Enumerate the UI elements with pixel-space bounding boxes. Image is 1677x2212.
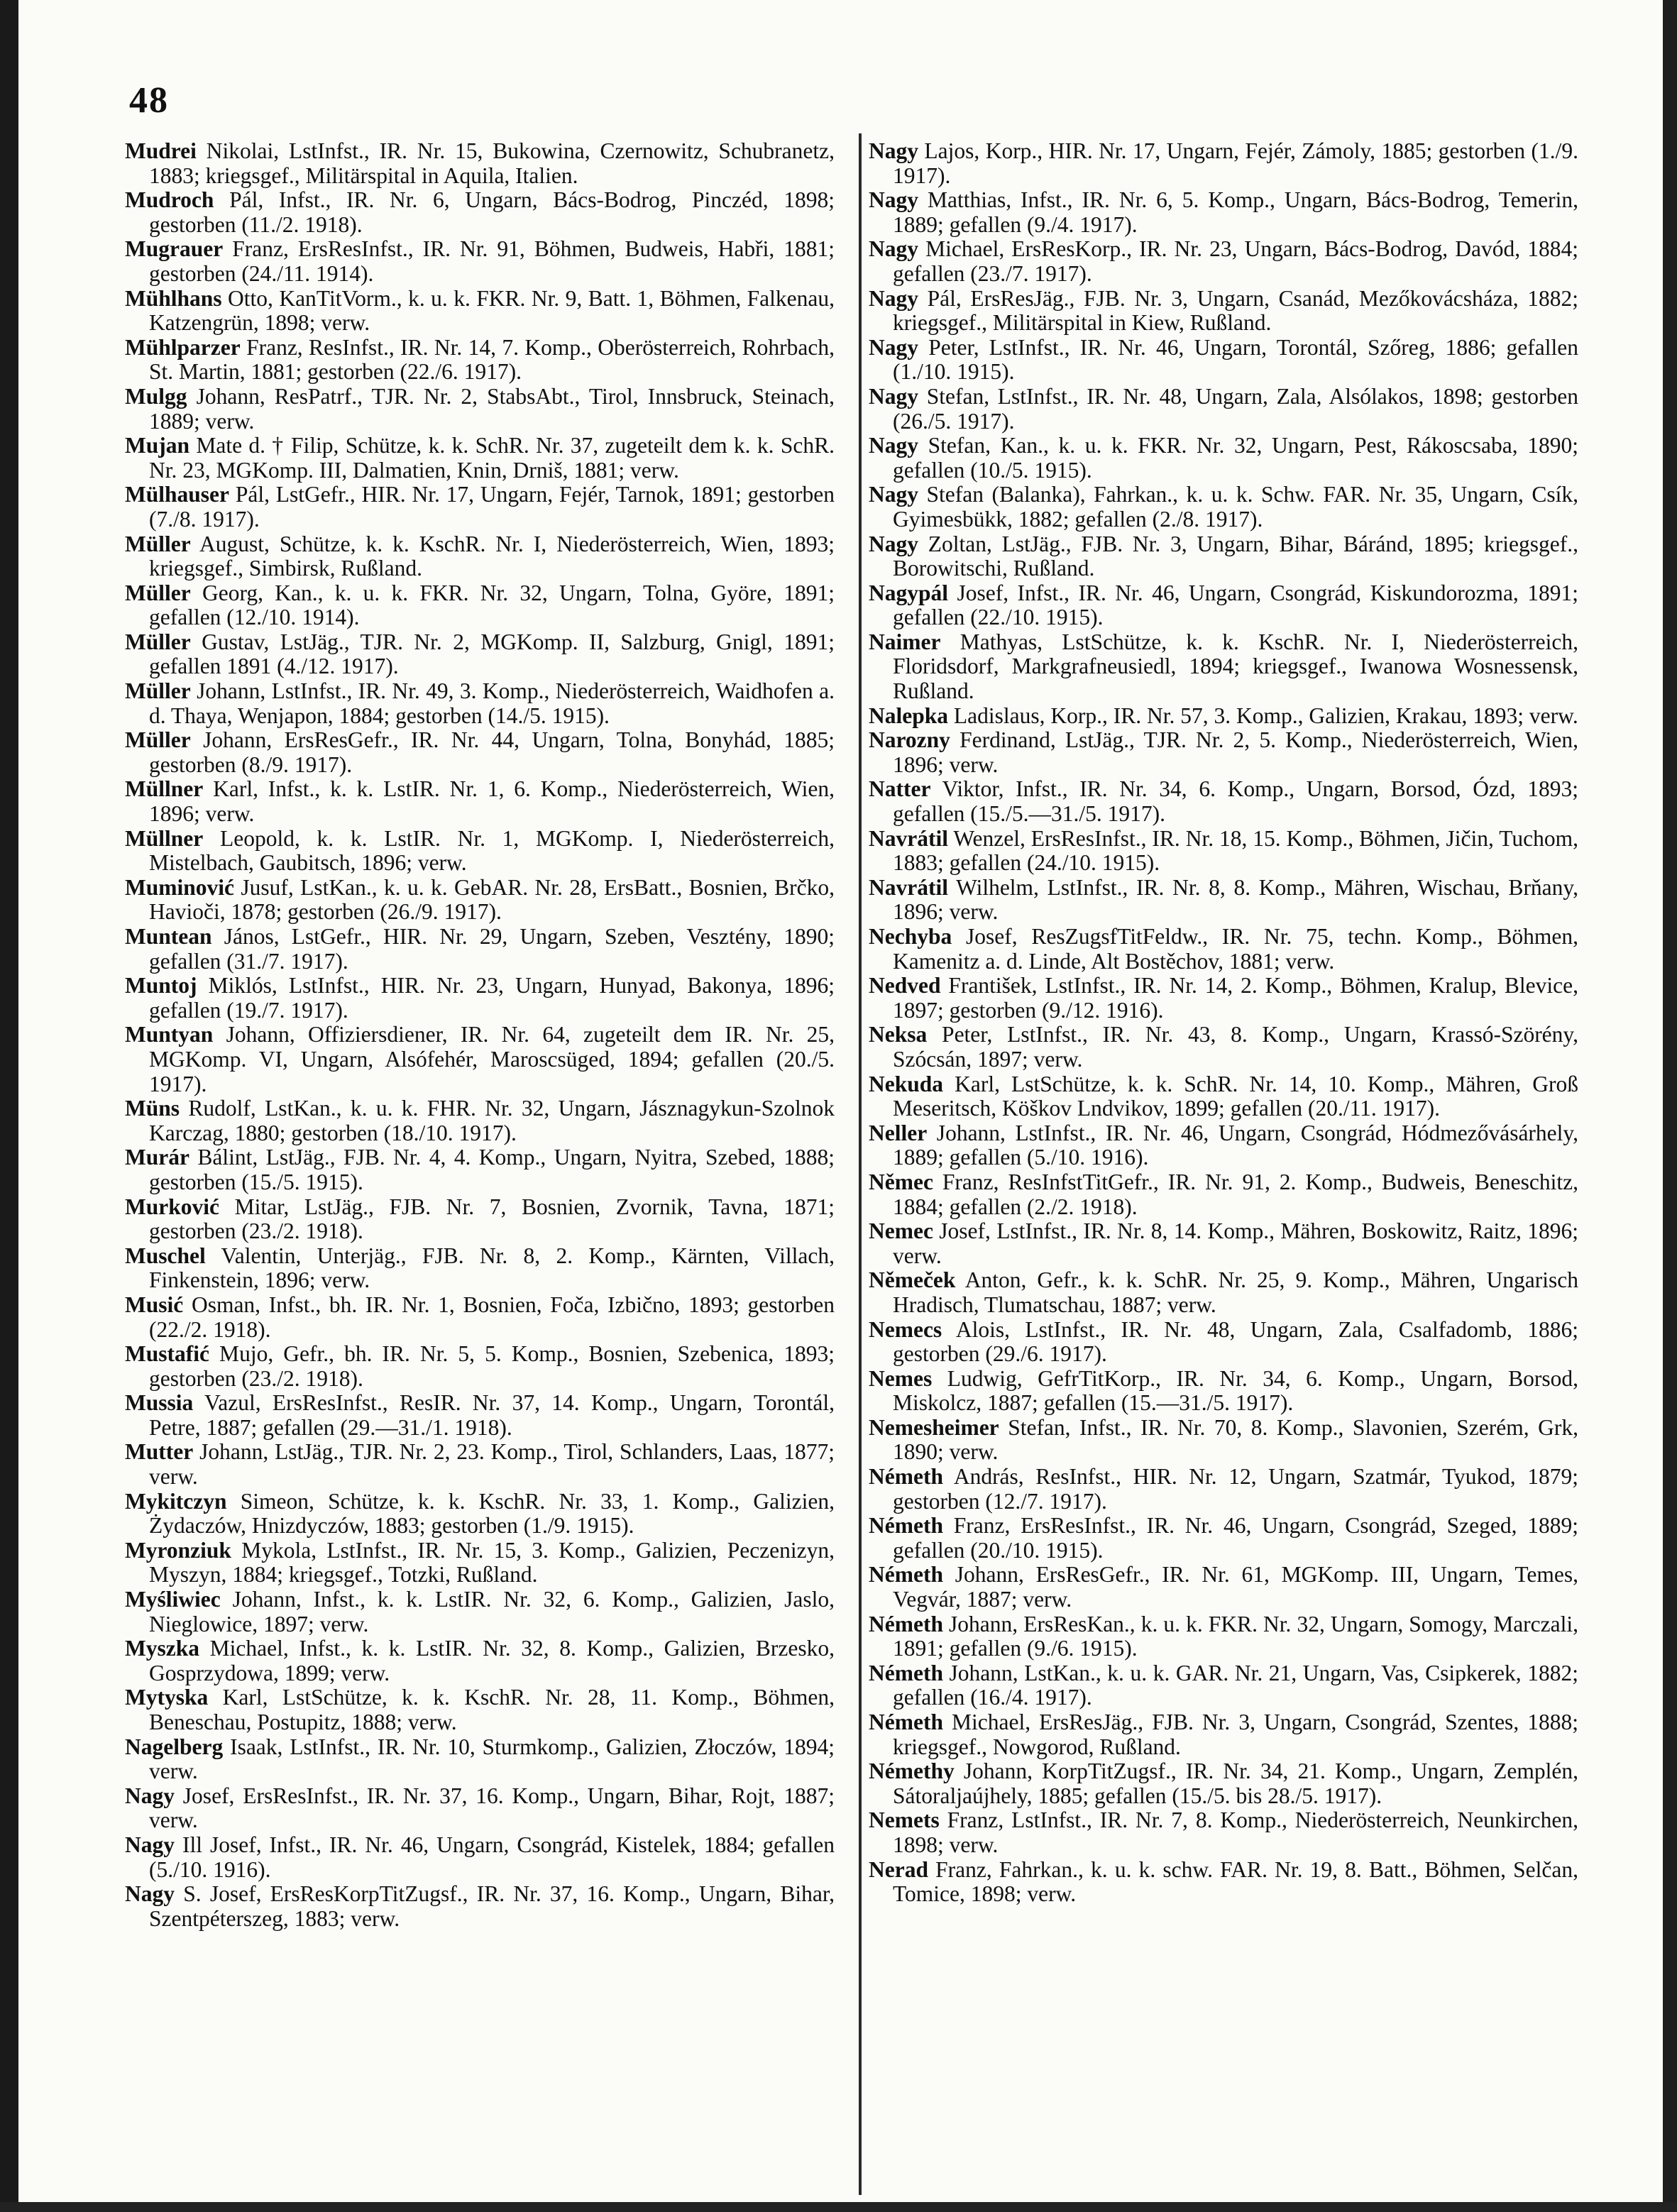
entry-surname: Neksa <box>869 1022 928 1047</box>
entry-surname: Müllner <box>125 825 204 851</box>
entry-details: Michael, Infst., k. k. LstIR. Nr. 32, 8. Komp., Galizien, Brzesko, Gosprzydowa, 1899; verw. <box>149 1636 835 1685</box>
right-column <box>869 139 1578 2194</box>
entry-details: Pál, ErsResJäg., FJB. Nr. 3, Ungarn, Csanád, Mezőkovácsháza, 1882; kriegsgef., Militärspital in Kiew, Rußland. <box>893 285 1578 336</box>
entry-details: Alois, LstInfst., IR. Nr. 48, Ungarn, Zala, Csalfadomb, 1886; gestorben (29./6. 1917). <box>893 1316 1578 1367</box>
entry-surname: Müller <box>125 580 191 605</box>
entry-surname: Nagy <box>869 187 918 213</box>
entry-details: Mujo, Gefr., bh. IR. Nr. 5, 5. Komp., Bosnien, Szebenica, 1893; gestorben (23./2. 1918). <box>149 1341 835 1391</box>
entry-surname: Nemesheimer <box>869 1414 999 1440</box>
entry-surname: Muntoj <box>125 973 197 998</box>
entry-surname: Németh <box>869 1464 943 1490</box>
register-entry <box>869 581 1578 630</box>
entry-details: Lajos, Korp., HIR. Nr. 17, Ungarn, Fejér, Zámoly, 1885; gestorben (1./9. 1917). <box>893 139 1578 188</box>
entry-details: Ludwig, GefrTitKorp., IR. Nr. 34, 6. Komp., Ungarn, Borsod, Miskolcz, 1887; gefallen (15.—31./5. 1917). <box>893 1365 1578 1416</box>
entry-details: Isaak, LstInfst., IR. Nr. 10, Sturmkomp., Galizien, Złoczów, 1894; verw. <box>149 1734 835 1784</box>
register-entry <box>869 974 1578 1023</box>
entry-details: Johann, ErsResGefr., IR. Nr. 61, MGKomp. III, Ungarn, Temes, Vegvár, 1887; verw. <box>893 1562 1578 1612</box>
entry-surname: Nagy <box>869 334 918 360</box>
entry-details: Miklós, LstInfst., HIR. Nr. 23, Ungarn, Hunyad, Bakonya, 1896; gefallen (19./7. 1917). <box>149 973 835 1023</box>
register-entry <box>869 1023 1578 1072</box>
entry-details: Zoltan, LstJäg., FJB. Nr. 3, Ungarn, Bihar, Báránd, 1895; kriegsgef., Borowitschi, Rußland. <box>893 531 1578 581</box>
entry-surname: Navrátil <box>869 825 948 851</box>
entry-details: Peter, LstInfst., IR. Nr. 43, 8. Komp., Ungarn, Krassó-Szörény, Szócsán, 1897; verw. <box>893 1022 1578 1072</box>
scan-border-left <box>0 0 18 2212</box>
entry-details: Johann, LstKan., k. u. k. GAR. Nr. 21, Ungarn, Vas, Csipkerek, 1882; gefallen (16./4. 1917). <box>893 1660 1578 1710</box>
register-entry <box>869 1563 1578 1612</box>
register-entry <box>869 434 1578 483</box>
entry-details: András, ResInfst., HIR. Nr. 12, Ungarn, Szatmár, Tyukod, 1879; gestorben (12./7. 1917). <box>893 1464 1578 1514</box>
entry-details: Stefan, LstInfst., IR. Nr. 48, Ungarn, Zala, Alsólakos, 1898; gestorben (26./5. 1917). <box>893 383 1578 434</box>
entry-details: Johann, ErsResKan., k. u. k. FKR. Nr. 32, Ungarn, Somogy, Marczali, 1891; gefallen (9./6. 1915). <box>893 1611 1578 1661</box>
entry-surname: Nagelberg <box>125 1734 224 1759</box>
scan-border-bottom <box>0 2202 1677 2212</box>
register-entry <box>869 1219 1578 1268</box>
entry-details: Mitar, LstJäg., FJB. Nr. 7, Bosnien, Zvornik, Tavna, 1871; gestorben (23./2. 1918). <box>149 1194 835 1244</box>
register-entry <box>869 1465 1578 1514</box>
entry-details: Ferdinand, LstJäg., TJR. Nr. 2, 5. Komp., Niederösterreich, Wien, 1896; verw. <box>893 727 1578 777</box>
register-entry <box>869 1268 1578 1317</box>
entry-details: Viktor, Infst., IR. Nr. 34, 6. Komp., Ungarn, Borsod, Ózd, 1893; gefallen (15./5.—31./5. 1917). <box>893 776 1578 827</box>
entry-surname: Müller <box>125 629 191 654</box>
register-entry <box>869 483 1578 532</box>
register-entry <box>125 1440 835 1489</box>
entry-surname: Nekuda <box>869 1071 944 1096</box>
entry-details: Johann, ResPatrf., TJR. Nr. 2, StabsAbt., Tirol, Innsbruck, Steinach, 1889; verw. <box>149 383 835 434</box>
entry-details: Josef, ResZugsfTitFeldw., IR. Nr. 75, techn. Komp., Böhmen, Kamenitz a. d. Linde, Alt Bostěchov, 1881; verw. <box>893 924 1578 974</box>
register-entry <box>125 777 835 826</box>
entry-details: Michael, ErsResKorp., IR. Nr. 23, Ungarn, Bács-Bodrog, Davód, 1884; gefallen (23./7. 1917). <box>893 236 1578 286</box>
entry-surname: Nerad <box>869 1856 928 1882</box>
entry-surname: Müller <box>125 531 191 556</box>
register-entry <box>125 1882 835 1931</box>
entry-surname: Nagypál <box>869 580 949 605</box>
entry-details: Jusuf, LstKan., k. u. k. GebAR. Nr. 28, ErsBatt., Bosnien, Brčko, Havioči, 1878; gestorben (26./9. 1917). <box>149 874 835 925</box>
entry-surname: Neller <box>869 1120 928 1145</box>
register-entry <box>125 336 835 385</box>
register-entry <box>869 728 1578 777</box>
register-entry <box>125 1023 835 1096</box>
entry-details: Johann, LstJäg., TJR. Nr. 2, 23. Komp., Tirol, Schlanders, Laas, 1877; verw. <box>149 1439 835 1490</box>
entry-surname: Nagy <box>125 1783 175 1808</box>
entry-details: Mykola, LstInfst., IR. Nr. 15, 3. Komp., Galizien, Peczenizyn, Myszyn, 1884; kriegsgef., Totzki, Rußland. <box>149 1537 835 1588</box>
entry-details: Johann, KorpTitZugsf., IR. Nr. 34, 21. Komp., Ungarn, Zemplén, Sátoraljaújhely, 1885; gefallen (15./5. bis 28./5. 1917). <box>893 1759 1578 1808</box>
entry-details: Johann, LstInfst., IR. Nr. 46, Ungarn, Csongrád, Hódmezővásárhely, 1889; gefallen (5./10. 1916). <box>893 1120 1578 1170</box>
entry-surname: Nagy <box>869 285 918 311</box>
register-entry <box>869 139 1578 188</box>
register-entry <box>125 1293 835 1342</box>
entry-details: Osman, Infst., bh. IR. Nr. 1, Bosnien, Foča, Izbično, 1893; gestorben (22./2. 1918). <box>149 1292 835 1342</box>
entry-details: Michael, ErsResJäg., FJB. Nr. 3, Ungarn, Csongrád, Szentes, 1888; kriegsgef., Nowgorod, Rußland. <box>893 1710 1578 1759</box>
register-entry <box>125 1096 835 1145</box>
entry-details: Ladislaus, Korp., IR. Nr. 57, 3. Komp., Galizien, Krakau, 1893; verw. <box>948 703 1578 728</box>
entry-details: Pál, Infst., IR. Nr. 6, Ungarn, Bács-Bodrog, Pinczéd, 1898; gestorben (11./2. 1918). <box>149 187 835 237</box>
register-entry <box>869 827 1578 876</box>
register-entry <box>125 434 835 483</box>
entry-surname: Németh <box>869 1513 943 1539</box>
register-entry <box>869 1072 1578 1121</box>
entry-details: Matthias, Infst., IR. Nr. 6, 5. Komp., Ungarn, Bács-Bodrog, Temerin, 1889; gefallen (9./4. 1917). <box>893 187 1578 237</box>
entry-surname: Mülhauser <box>125 482 230 507</box>
register-entry <box>125 1636 835 1685</box>
register-entry <box>125 385 835 434</box>
entry-surname: Mulgg <box>125 383 187 409</box>
entry-surname: Navrátil <box>869 874 948 900</box>
register-entry <box>869 1858 1578 1907</box>
entry-details: Mathyas, LstSchütze, k. k. KschR. Nr. I, Niederösterreich, Floridsdorf, Markgrafneusiedl, 1894; kriegsgef., Iwanowa Wosnessensk, Rußland. <box>893 629 1578 704</box>
register-entry <box>869 1710 1578 1759</box>
entry-details: Peter, LstInfst., IR. Nr. 46, Ungarn, Torontál, Szőreg, 1886; gefallen (1./10. 1915). <box>893 334 1578 385</box>
entry-surname: Németh <box>869 1660 943 1685</box>
entry-surname: Narozny <box>869 727 950 753</box>
entry-details: August, Schütze, k. k. KschR. Nr. I, Niederösterreich, Wien, 1893; kriegsgef., Simbirsk, Rußland. <box>149 531 835 581</box>
entry-details: Georg, Kan., k. u. k. FKR. Nr. 32, Ungarn, Tolna, Györe, 1891; gefallen (12./10. 1914). <box>149 580 835 630</box>
entry-surname: Mutter <box>125 1439 194 1465</box>
register-entry <box>869 532 1578 581</box>
entry-details: Johann, Infst., k. k. LstIR. Nr. 32, 6. Komp., Galizien, Jaslo, Nieglowice, 1897; verw. <box>149 1587 835 1636</box>
register-entry <box>125 1784 835 1833</box>
register-entry <box>869 1121 1578 1170</box>
register-entry <box>869 630 1578 704</box>
entry-details: Josef, Infst., IR. Nr. 46, Ungarn, Csongrád, Kiskundorozma, 1891; gefallen (22./10. 1915). <box>893 580 1578 630</box>
entry-surname: Mühlhans <box>125 285 222 311</box>
entry-surname: Nemec <box>869 1218 933 1244</box>
entry-surname: Myronziuk <box>125 1537 231 1563</box>
entry-surname: Mugrauer <box>125 236 224 262</box>
entry-details: Karl, Infst., k. k. LstIR. Nr. 1, 6. Komp., Niederösterreich, Wien, 1896; verw. <box>149 776 835 827</box>
entry-details: Franz, LstInfst., IR. Nr. 7, 8. Komp., Niederösterreich, Neunkirchen, 1898; verw. <box>893 1807 1578 1857</box>
register-entry <box>125 1833 835 1882</box>
left-column <box>125 139 835 2194</box>
entry-surname: Muminović <box>125 874 234 900</box>
entry-details: Nikolai, LstInfst., IR. Nr. 15, Bukowina, Czernowitz, Schubranetz, 1883; kriegsgef., Militärspital in Aquila, Italien. <box>149 139 835 188</box>
entry-surname: Naimer <box>869 629 941 654</box>
entry-details: Karl, LstSchütze, k. k. SchR. Nr. 14, 10. Komp., Mähren, Groß Meseritsch, Köškov Lndvikov, 1899; gefallen (20./11. 1917). <box>893 1071 1578 1121</box>
entry-surname: Müller <box>125 727 191 753</box>
register-entry <box>869 777 1578 826</box>
entry-details: S. Josef, ErsResKorpTitZugsf., IR. Nr. 37, 16. Komp., Ungarn, Bihar, Szentpéterszeg, 1883; verw. <box>149 1881 835 1931</box>
register-entry <box>125 876 835 925</box>
register-entry <box>125 1391 835 1440</box>
register-entry <box>869 1416 1578 1465</box>
entry-details: Franz, Fahrkan., k. u. k. schw. FAR. Nr. 19, 8. Batt., Böhmen, Selčan, Tomice, 1898; verw. <box>893 1856 1578 1907</box>
register-entry <box>125 1490 835 1539</box>
entry-surname: Nalepka <box>869 703 949 728</box>
entry-surname: Müllner <box>125 776 204 802</box>
register-entry <box>125 532 835 581</box>
register-entry <box>869 1661 1578 1710</box>
entry-surname: Myśliwiec <box>125 1587 221 1612</box>
register-entry <box>125 1195 835 1244</box>
entry-details: Franz, ErsResInfst., IR. Nr. 91, Böhmen, Budweis, Habři, 1881; gestorben (24./11. 1914). <box>149 236 835 286</box>
register-entry <box>869 1318 1578 1367</box>
register-entry <box>869 876 1578 925</box>
entry-details: Valentin, Unterjäg., FJB. Nr. 8, 2. Komp., Kärnten, Villach, Finkenstein, 1896; verw. <box>149 1243 835 1293</box>
entry-details: Leopold, k. k. LstIR. Nr. 1, MGKomp. I, Niederösterreich, Mistelbach, Gaubitsch, 1896; verw. <box>149 825 835 876</box>
register-entry <box>125 483 835 532</box>
register-entry <box>125 827 835 876</box>
entry-details: Stefan, Infst., IR. Nr. 70, 8. Komp., Slavonien, Szerém, Grk, 1890; verw. <box>893 1414 1578 1465</box>
entry-surname: Nagy <box>869 482 918 507</box>
entry-details: Franz, ResInfst., IR. Nr. 14, 7. Komp., Oberösterreich, Rohrbach, St. Martin, 1881; gestorben (22./6. 1917). <box>149 334 835 385</box>
entry-surname: Nemes <box>869 1365 933 1391</box>
entry-surname: Nedved <box>869 973 941 998</box>
entry-surname: Němeček <box>869 1267 956 1293</box>
register-entry <box>869 1808 1578 1857</box>
register-entry <box>869 188 1578 237</box>
entry-details: Franz, ErsResInfst., IR. Nr. 46, Ungarn, Csongrád, Szeged, 1889; gefallen (20./10. 1915). <box>893 1513 1578 1563</box>
register-entry <box>125 1685 835 1734</box>
entry-details: Ill Josef, Infst., IR. Nr. 46, Ungarn, Csongrád, Kistelek, 1884; gefallen (5./10. 1916). <box>149 1832 835 1882</box>
register-entry <box>869 1759 1578 1808</box>
entry-details: Simeon, Schütze, k. k. KschR. Nr. 33, 1. Komp., Galizien, Żydaczów, Hnizdyczów, 1883; gestorben (1./9. 1915). <box>149 1488 835 1539</box>
entry-surname: Mudroch <box>125 187 214 213</box>
entry-surname: Muntyan <box>125 1022 214 1047</box>
register-entry <box>869 1367 1578 1416</box>
entry-surname: Müns <box>125 1096 180 1121</box>
register-entry <box>869 925 1578 974</box>
entry-surname: Natter <box>869 776 931 802</box>
entry-surname: Murár <box>125 1145 189 1170</box>
register-entry <box>125 139 835 188</box>
entry-surname: Murković <box>125 1194 219 1219</box>
entry-surname: Nagy <box>869 433 918 458</box>
entry-details: Stefan, Kan., k. u. k. FKR. Nr. 32, Ungarn, Pest, Rákoscsaba, 1890; gefallen (10./5. 1915). <box>893 433 1578 483</box>
entry-details: Wilhelm, LstInfst., IR. Nr. 8, 8. Komp., Mähren, Wischau, Brňany, 1896; verw. <box>893 874 1578 925</box>
register-entry <box>869 336 1578 385</box>
entry-surname: Nagy <box>125 1832 175 1857</box>
entry-details: Josef, LstInfst., IR. Nr. 8, 14. Komp., Mähren, Boskowitz, Raitz, 1896; verw. <box>893 1218 1578 1268</box>
entry-details: Pál, LstGefr., HIR. Nr. 17, Ungarn, Fejér, Tarnok, 1891; gestorben (7./8. 1917). <box>149 482 835 532</box>
entry-surname: Németh <box>869 1611 943 1636</box>
register-entry <box>869 287 1578 336</box>
register-entry <box>125 581 835 630</box>
entry-surname: Mustafić <box>125 1341 209 1367</box>
register-entry <box>125 287 835 336</box>
register-entry <box>125 679 835 728</box>
register-entry <box>125 1735 835 1784</box>
entry-surname: Muntean <box>125 924 212 949</box>
register-entry <box>125 1342 835 1391</box>
entry-details: János, LstGefr., HIR. Nr. 29, Ungarn, Szeben, Vesztény, 1890; gefallen (31./7. 1917). <box>149 924 835 974</box>
register-entry <box>125 237 835 286</box>
register-entry <box>125 1145 835 1194</box>
entry-details: Johann, ErsResGefr., IR. Nr. 44, Ungarn, Tolna, Bonyhád, 1885; gestorben (8./9. 1917). <box>149 727 835 777</box>
entry-details: Wenzel, ErsResInfst., IR. Nr. 18, 15. Komp., Böhmen, Jičin, Tuchom, 1883; gefallen (24./10. 1915). <box>893 825 1578 876</box>
register-entry <box>125 630 835 679</box>
entry-details: Karl, LstSchütze, k. k. KschR. Nr. 28, 11. Komp., Böhmen, Beneschau, Postupitz, 1888; verw. <box>149 1685 835 1734</box>
entry-details: Otto, KanTitVorm., k. u. k. FKR. Nr. 9, Batt. 1, Böhmen, Falkenau, Katzengrün, 1898; verw. <box>149 285 835 336</box>
entry-surname: Nagy <box>869 383 918 409</box>
entry-surname: Nagy <box>125 1881 175 1907</box>
entry-details: Johann, LstInfst., IR. Nr. 49, 3. Komp., Niederösterreich, Waidhofen a. d. Thaya, Wenjapon, 1884; gestorben (14./5. 1915). <box>149 678 835 728</box>
scan-border-right <box>1663 0 1677 2212</box>
entry-surname: Nagy <box>869 236 918 262</box>
entry-details: Johann, Offiziersdiener, IR. Nr. 64, zugeteilt dem IR. Nr. 25, MGKomp. VI, Ungarn, Alsófehér, Maroscsüged, 1894; gefallen (20./5. 1917). <box>149 1022 835 1096</box>
entry-details: Rudolf, LstKan., k. u. k. FHR. Nr. 32, Ungarn, Jásznagykun-Szolnok Karczag, 1880; gestorben (18./10. 1917). <box>149 1096 835 1145</box>
entry-surname: Mühlparzer <box>125 334 241 360</box>
entry-surname: Nemets <box>869 1807 940 1833</box>
entry-details: Josef, ErsResInfst., IR. Nr. 37, 16. Komp., Ungarn, Bihar, Rojt, 1887; verw. <box>149 1783 835 1833</box>
entry-details: Anton, Gefr., k. k. SchR. Nr. 25, 9. Komp., Mähren, Ungarisch Hradisch, Tlumatschau, 1887; verw. <box>893 1267 1578 1317</box>
entry-surname: Mussia <box>125 1390 194 1416</box>
entry-surname: Nagy <box>869 531 918 556</box>
register-entry <box>869 385 1578 434</box>
entry-surname: Müller <box>125 678 191 704</box>
entry-surname: Némethy <box>869 1759 955 1784</box>
register-entry <box>125 1244 835 1293</box>
entry-surname: Mykitczyn <box>125 1488 227 1514</box>
entry-surname: Mudrei <box>125 139 197 163</box>
register-entry <box>125 974 835 1023</box>
register-entry <box>125 728 835 777</box>
entry-details: Gustav, LstJäg., TJR. Nr. 2, MGKomp. II, Salzburg, Gnigl, 1891; gefallen 1891 (4./12. 1917). <box>149 629 835 679</box>
entry-surname: Nechyba <box>869 924 952 949</box>
entry-surname: Mytyska <box>125 1685 209 1710</box>
entry-surname: Němec <box>869 1169 933 1194</box>
register-entry <box>125 1539 835 1588</box>
entry-details: Stefan (Balanka), Fahrkan., k. u. k. Schw. FAR. Nr. 35, Ungarn, Csík, Gyimesbükk, 1882; gefallen (2./8. 1917). <box>893 482 1578 532</box>
register-entry <box>125 188 835 237</box>
entry-details: Mate d. † Filip, Schütze, k. k. SchR. Nr. 37, zugeteilt dem k. k. SchR. Nr. 23, MGKomp. III, Dalmatien, Knin, Drniš, 1881; verw. <box>149 433 835 483</box>
page-number: 48 <box>129 80 169 121</box>
entry-details: František, LstInfst., IR. Nr. 14, 2. Komp., Böhmen, Kralup, Blevice, 1897; gestorben (9./12. 1916). <box>893 973 1578 1023</box>
register-entry <box>125 925 835 974</box>
register-entry <box>125 1588 835 1636</box>
entry-surname: Nagy <box>869 139 918 163</box>
entry-surname: Németh <box>869 1562 943 1588</box>
entry-details: Franz, ResInfstTitGefr., IR. Nr. 91, 2. Komp., Budweis, Beneschitz, 1884; gefallen (2./2. 1918). <box>893 1169 1578 1219</box>
entry-surname: Mujan <box>125 433 190 458</box>
column-divider <box>859 133 862 2195</box>
register-entry <box>869 1514 1578 1563</box>
register-entry <box>869 237 1578 286</box>
entry-surname: Musić <box>125 1292 184 1317</box>
entry-surname: Muschel <box>125 1243 206 1268</box>
entry-surname: Nemecs <box>869 1316 942 1342</box>
entry-surname: Myszka <box>125 1636 199 1661</box>
entry-details: Vazul, ErsResInfst., ResIR. Nr. 37, 14. Komp., Ungarn, Torontál, Petre, 1887; gefallen (29.—31./1. 1918). <box>149 1390 835 1440</box>
entry-details: Bálint, LstJäg., FJB. Nr. 4, 4. Komp., Ungarn, Nyitra, Szebed, 1888; gestorben (15./5. 1915). <box>149 1145 835 1194</box>
register-entry <box>869 704 1578 729</box>
entry-surname: Németh <box>869 1710 943 1734</box>
register-entry <box>869 1612 1578 1661</box>
register-entry <box>869 1170 1578 1219</box>
